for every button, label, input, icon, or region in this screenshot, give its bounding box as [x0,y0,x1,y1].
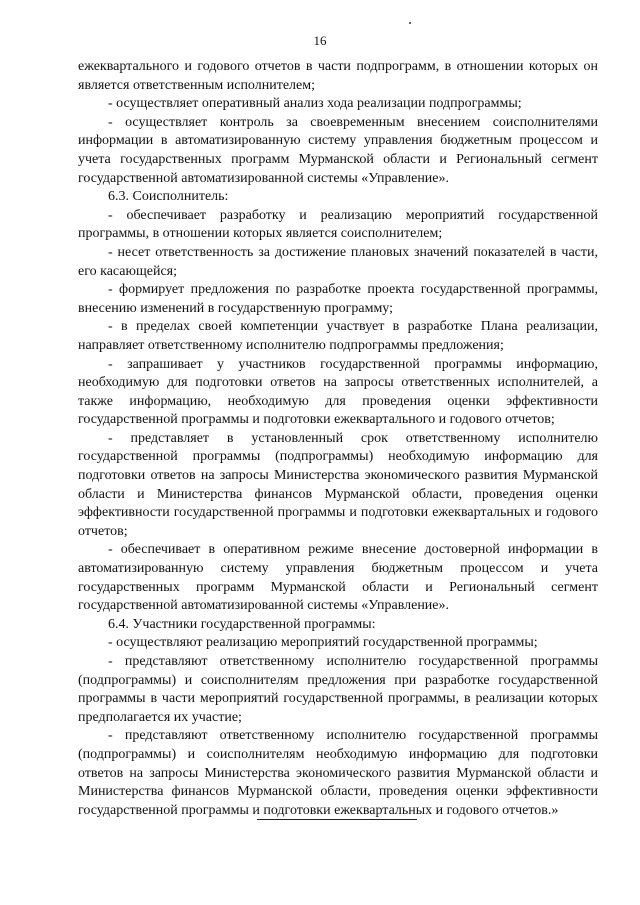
paragraph: - осуществляет оперативный анализ хода реализации подпрограммы; [108,96,522,112]
paragraph: - осуществляют реализацию мероприятий государственной программы; [108,635,538,651]
paragraph: - формирует предложения по разработке проекта государственной программы, внесению изменений в государственную программу; [78,282,598,316]
paragraph: 6.3. Соисполнитель: [108,189,229,205]
paragraph: - запрашивает у участников государственной программы информацию, необходимую для подготовки ответов на запросы ответственных исполнителей, а также информацию, необходимую для проведения оценки эффективности государственной программы и подготовки ежеквартального и годового отчетов; [78,356,598,428]
page-number: 16 [313,33,327,48]
end-rule [257,819,417,820]
paragraph: - обеспечивает разработку и реализацию мероприятий государственной программы, в отношении которых является соисполнителем; [78,207,598,242]
paragraph: - представляют ответственному исполнителю государственной программы (подпрограммы) и соисполнителям предложения при разработке государственной программы в части мероприятий государственной программы, в реализации которых предполагается их участие; [78,654,598,725]
paragraph: - осуществляет контроль за своевременным внесением соисполнителями информации в автоматизированную систему управления бюджетным процессом и учета государственных программ Мурманской области и Региональный сегмент государственной автоматизированной системы «Управление». [78,114,598,186]
paragraph: 6.4. Участники государственной программы: [108,616,376,632]
paragraph: - обеспечивает в оперативном режиме внесение достоверной информации в автоматизированную систему управления бюджетным процессом и учета государственных программ Мурманской области и Региональный сегмент государственной автоматизированной системы «Управление». [78,542,598,614]
document-body [78,58,598,820]
scan-speck [409,22,411,24]
paragraph: - представляют ответственному исполнителю государственной программы (подпрограммы) и соисполнителям необходимую информацию для подготовки ответов на запросы Министерства экономического развития Мурманской области и Министерства финансов Мурманской области, проведения оценки эффективности государственной программы и подготовки ежеквартальных и годового отчетов.» [78,728,598,818]
paragraph: - в пределах своей компетенции участвует в разработке Плана реализации, направляет ответственному исполнителю подпрограммы предложения; [78,319,598,353]
paragraph: - несет ответственность за достижение плановых значений показателей в части, его касающейся; [78,244,598,279]
paragraph: - представляет в установленный срок ответственному исполнителю государственной программы (подпрограммы) необходимую информацию для подготовки ответов на запросы Министерства экономического развития Мурманской области и Министерства финансов Мурманской области, проведения оценки эффективности государственной программы и подготовки ежеквартальных и годового отчетов; [78,430,598,539]
paragraph: ежеквартального и годового отчетов в части подпрограмм, в отношении которых он является ответственным исполнителем; [78,59,598,93]
